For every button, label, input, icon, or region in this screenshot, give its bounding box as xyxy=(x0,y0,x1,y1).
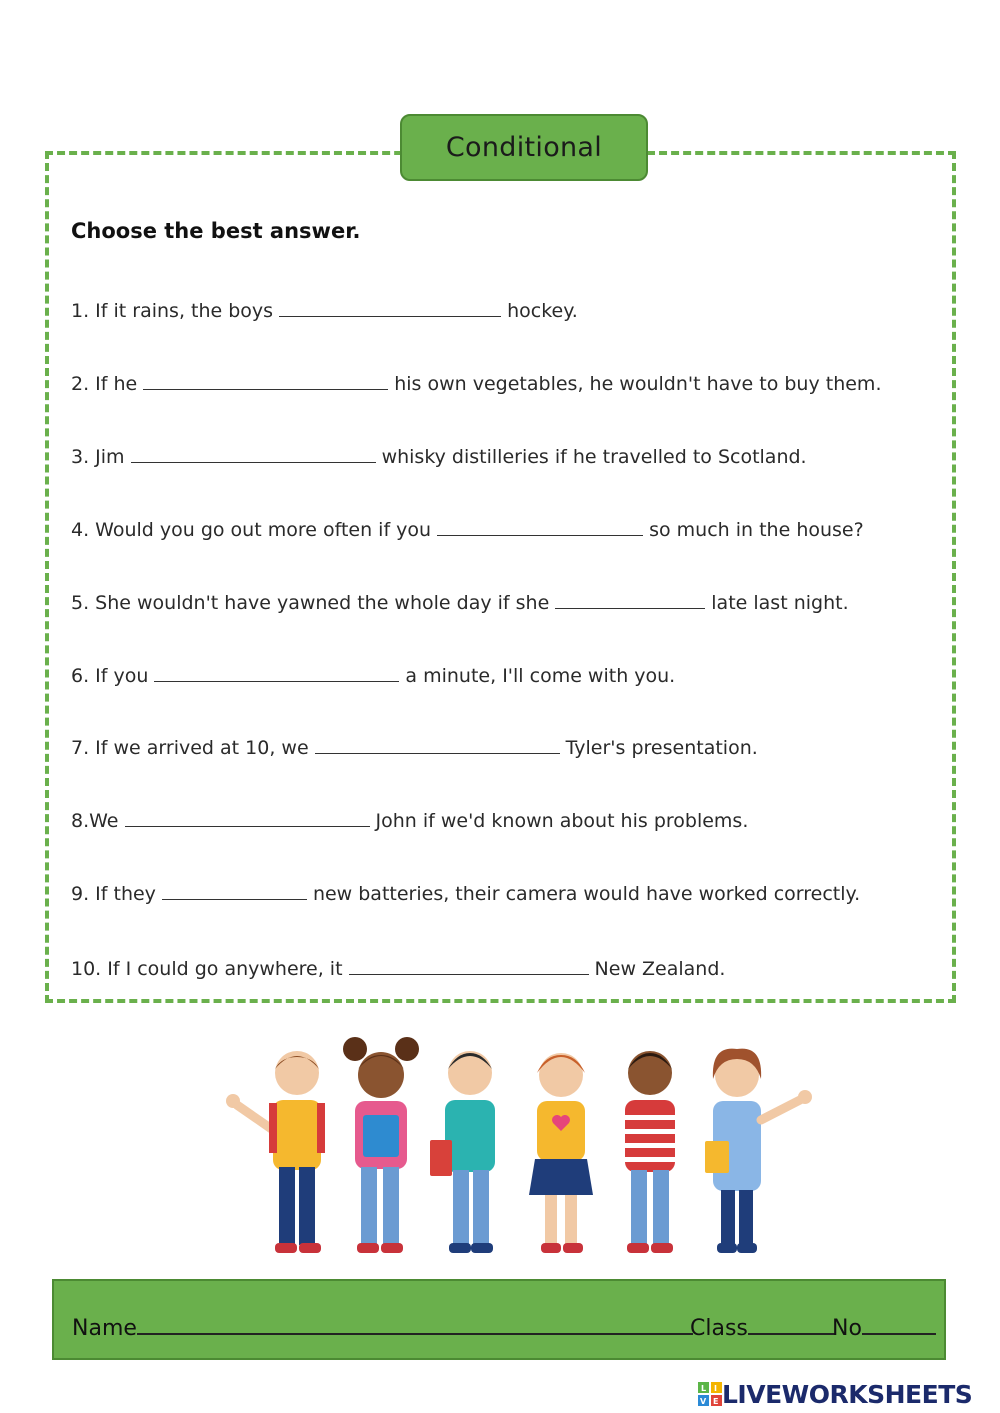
question-6 xyxy=(71,663,675,687)
class-input-line[interactable] xyxy=(748,1313,836,1335)
question-2-before: 2. If he xyxy=(71,373,138,395)
question-8-answer-blank[interactable] xyxy=(125,808,370,827)
question-7-after: Tyler's presentation. xyxy=(565,737,758,759)
question-3-answer-blank[interactable] xyxy=(131,444,376,463)
question-4-after: so much in the house? xyxy=(649,519,864,541)
question-8-after: John if we'd known about his problems. xyxy=(375,810,749,832)
question-7-before: 7. If we arrived at 10, we xyxy=(71,737,309,759)
instructions: Choose the best answer. xyxy=(71,219,361,243)
number-input-line[interactable] xyxy=(862,1313,936,1335)
question-10-answer-blank[interactable] xyxy=(349,956,589,975)
question-7-answer-blank[interactable] xyxy=(315,735,560,754)
question-1-after: hockey. xyxy=(507,300,578,322)
question-3 xyxy=(71,444,807,468)
logo-letter-1: L xyxy=(701,1384,707,1393)
class-label: Class xyxy=(690,1316,748,1341)
student-info-bar xyxy=(52,1279,946,1360)
child-figure xyxy=(529,1053,593,1253)
logo-letter-4: E xyxy=(713,1397,719,1406)
liveworksheets-logo xyxy=(698,1377,972,1411)
child-figure xyxy=(226,1051,325,1253)
child-figure xyxy=(343,1037,419,1253)
question-9 xyxy=(71,881,860,905)
question-9-before: 9. If they xyxy=(71,883,156,905)
question-9-after: new batteries, their camera would have worked correctly. xyxy=(312,883,861,905)
question-2-answer-blank[interactable] xyxy=(143,371,388,390)
question-2-after: his own vegetables, he wouldn't have to buy them. xyxy=(394,373,882,395)
question-10-after: New Zealand. xyxy=(594,958,726,980)
liveworksheets-wordmark: LIVEWORKSHEETS xyxy=(722,1379,973,1409)
child-figure xyxy=(430,1051,495,1253)
worksheet-title: Conditional xyxy=(400,114,648,181)
question-3-after: whisky distilleries if he travelled to Scotland. xyxy=(381,446,807,468)
liveworksheets-logo-icon xyxy=(698,1382,722,1406)
name-field xyxy=(72,1313,693,1341)
question-2 xyxy=(71,371,881,395)
question-1 xyxy=(71,298,578,322)
question-5 xyxy=(71,590,849,614)
question-8-before: 8.We xyxy=(71,810,119,832)
class-field xyxy=(690,1313,836,1341)
question-3-before: 3. Jim xyxy=(71,446,125,468)
question-6-answer-blank[interactable] xyxy=(154,663,399,682)
children-group-illustration xyxy=(225,1035,815,1260)
name-input-line[interactable] xyxy=(137,1313,693,1335)
question-4-answer-blank[interactable] xyxy=(437,517,643,536)
number-field xyxy=(832,1313,936,1341)
question-4 xyxy=(71,517,864,541)
worksheet-frame xyxy=(45,151,956,1003)
number-label: No xyxy=(832,1316,862,1341)
child-figure xyxy=(625,1051,675,1253)
question-7 xyxy=(71,735,758,759)
question-8 xyxy=(71,808,748,832)
question-6-after: a minute, I'll come with you. xyxy=(405,665,676,687)
question-5-before: 5. She wouldn't have yawned the whole day if she xyxy=(71,592,550,614)
question-9-answer-blank[interactable] xyxy=(162,881,307,900)
question-1-answer-blank[interactable] xyxy=(279,298,501,317)
question-5-answer-blank[interactable] xyxy=(555,590,705,609)
question-4-before: 4. Would you go out more often if you xyxy=(71,519,432,541)
question-6-before: 6. If you xyxy=(71,665,149,687)
name-label: Name xyxy=(72,1316,137,1341)
logo-letter-2: I xyxy=(714,1384,717,1393)
logo-letter-3: V xyxy=(700,1397,707,1406)
child-figure xyxy=(705,1049,812,1253)
question-5-after: late last night. xyxy=(711,592,849,614)
question-1-before: 1. If it rains, the boys xyxy=(71,300,274,322)
question-10 xyxy=(71,956,725,980)
question-10-before: 10. If I could go anywhere, it xyxy=(71,958,343,980)
